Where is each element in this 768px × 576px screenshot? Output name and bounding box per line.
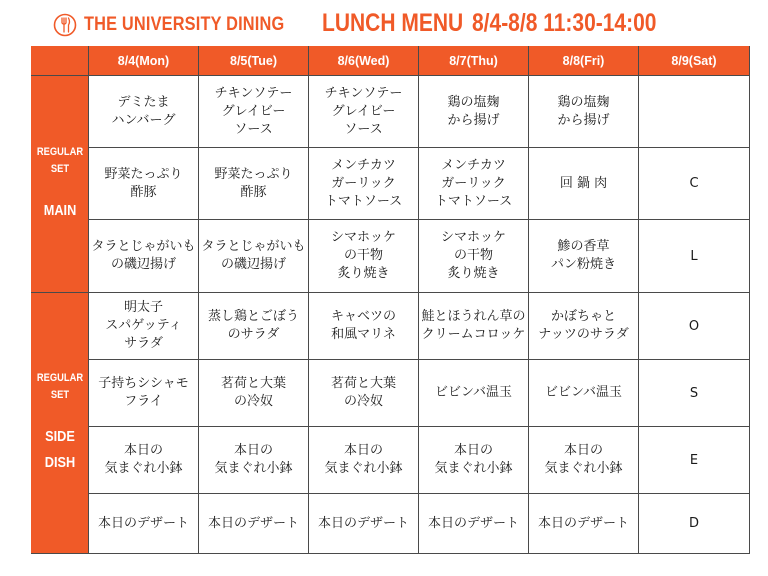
- menu-item-cell: キャベツの 和風マリネ: [309, 293, 419, 360]
- menu-item-cell: 本日のデザート: [419, 494, 529, 554]
- menu-item-cell: 蒸し鶏とごぼう のサラダ: [199, 293, 309, 360]
- corner-cell: [32, 47, 89, 76]
- menu-item-cell: 子持ちシシャモ フライ: [89, 360, 199, 427]
- day-header-row: [32, 47, 750, 76]
- saturday-cell: D: [639, 494, 750, 554]
- menu-item-cell: チキンソテー グレイビー ソース: [309, 76, 419, 148]
- saturday-cell: C: [639, 148, 750, 220]
- menu-item-cell: メンチカツ ガーリック トマトソース: [309, 148, 419, 220]
- day-header: 8/5(Tue): [199, 47, 309, 76]
- menu-item-cell: 本日のデザート: [309, 494, 419, 554]
- menu-item-cell: 鶏の塩麹 から揚げ: [419, 76, 529, 148]
- menu-row: [32, 427, 750, 494]
- menu-row: [32, 494, 750, 554]
- menu-item-cell: 回 鍋 肉: [529, 148, 639, 220]
- saturday-cell: S: [639, 360, 750, 427]
- day-header: 8/9(Sat): [639, 47, 750, 76]
- menu-item-cell: 本日の 気まぐれ小鉢: [529, 427, 639, 494]
- brand-name: THE UNIVERSITY DINING: [84, 14, 285, 35]
- day-header: 8/6(Wed): [309, 47, 419, 76]
- menu-item-cell: メンチカツ ガーリック トマトソース: [419, 148, 529, 220]
- menu-item-cell: 茗荷と大葉 の冷奴: [309, 360, 419, 427]
- menu-item-cell: 野菜たっぷり 酢豚: [89, 148, 199, 220]
- menu-item-cell: 本日のデザート: [529, 494, 639, 554]
- section-sub-label: REGULAR SET: [36, 146, 84, 175]
- saturday-cell: E: [639, 427, 750, 494]
- day-header: 8/4(Mon): [89, 47, 199, 76]
- lunch-menu-table: [31, 46, 750, 554]
- page-header: [0, 0, 768, 46]
- menu-item-cell: 野菜たっぷり 酢豚: [199, 148, 309, 220]
- menu-item-cell: 鮭とほうれん草の クリームコロッケ: [419, 293, 529, 360]
- menu-item-cell: 本日の 気まぐれ小鉢: [419, 427, 529, 494]
- section-main-label: MAIN: [43, 202, 77, 219]
- menu-row: [32, 360, 750, 427]
- menu-item-cell: タラとじゃがいも の磯辺揚げ: [89, 220, 199, 293]
- fork-plate-logo-icon: [53, 13, 77, 37]
- saturday-cell: [639, 76, 750, 148]
- menu-item-cell: 茗荷と大葉 の冷奴: [199, 360, 309, 427]
- menu-dates: 8/4-8/8 11:30-14:00: [472, 9, 657, 37]
- menu-row: [32, 293, 750, 360]
- saturday-cell: O: [639, 293, 750, 360]
- menu-item-cell: 鯵の香草 パン粉焼き: [529, 220, 639, 293]
- menu-item-cell: 本日の 気まぐれ小鉢: [199, 427, 309, 494]
- section-sub-label: REGULAR SET: [36, 372, 84, 401]
- day-header: 8/7(Thu): [419, 47, 529, 76]
- menu-item-cell: 本日の 気まぐれ小鉢: [89, 427, 199, 494]
- menu-row: [32, 148, 750, 220]
- section-label: [32, 76, 89, 293]
- menu-item-cell: タラとじゃがいも の磯辺揚げ: [199, 220, 309, 293]
- menu-body: [32, 76, 750, 554]
- menu-item-cell: 鶏の塩麹 から揚げ: [529, 76, 639, 148]
- menu-item-cell: 本日のデザート: [199, 494, 309, 554]
- menu-item-cell: ビビンバ温玉: [419, 360, 529, 427]
- menu-row: [32, 220, 750, 293]
- menu-item-cell: かぼちゃと ナッツのサラダ: [529, 293, 639, 360]
- menu-title: LUNCH MENU: [322, 9, 464, 37]
- menu-item-cell: 明太子 スパゲッティ サラダ: [89, 293, 199, 360]
- menu-item-cell: 本日のデザート: [89, 494, 199, 554]
- section-main-label: SIDE DISH: [44, 428, 76, 471]
- menu-item-cell: デミたま ハンバーグ: [89, 76, 199, 148]
- section-label: [32, 293, 89, 554]
- menu-item-cell: チキンソテー グレイビー ソース: [199, 76, 309, 148]
- menu-item-cell: ビビンバ温玉: [529, 360, 639, 427]
- day-header: 8/8(Fri): [529, 47, 639, 76]
- saturday-cell: L: [639, 220, 750, 293]
- menu-row: [32, 76, 750, 148]
- menu-item-cell: シマホッケ の干物 炙り焼き: [309, 220, 419, 293]
- menu-item-cell: シマホッケ の干物 炙り焼き: [419, 220, 529, 293]
- menu-item-cell: 本日の 気まぐれ小鉢: [309, 427, 419, 494]
